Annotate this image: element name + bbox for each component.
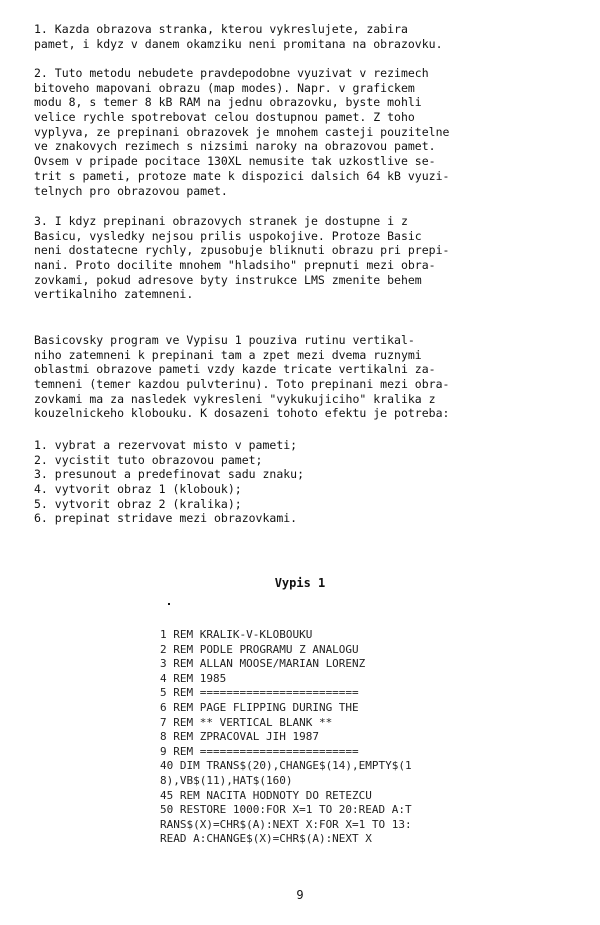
text-line: trit s pameti, protoze mate k dispozici dalsich 64 kB vyuzi- bbox=[34, 168, 450, 183]
text-line: 3. I kdyz prepinani obrazovych stranek je dostupne i z bbox=[34, 214, 408, 228]
list-item: 6. prepinat stridave mezi obrazovkami. bbox=[34, 511, 298, 526]
code-line: 1 REM KRALIK-V-KLOBOUKU bbox=[160, 628, 313, 641]
text-line: velice rychle spotrebovat celou dostupnou pamet. Z toho bbox=[34, 110, 415, 125]
text-line: telnych pro obrazovou pamet. bbox=[34, 183, 228, 198]
text-line: pamet, i kdyz v danem okamziku neni promitana na obrazovku. bbox=[34, 36, 443, 51]
text-line: Ovsem v pripade pocitace 130XL nemusite tak uzkostlive se- bbox=[34, 154, 436, 169]
code-line: 7 REM ** VERTICAL BLANK ** bbox=[160, 715, 333, 729]
code-line: 2 REM PODLE PROGRAMU Z ANALOGU bbox=[160, 642, 359, 656]
listing-title: Vypis 1 bbox=[274, 576, 326, 590]
text-line: ve znakovych rezimech s nizsimi naroky na obrazovou pamet. bbox=[34, 139, 436, 154]
text-line: modu 8, s temer 8 kB RAM na jednu obrazovku, byste mohli bbox=[34, 95, 422, 110]
page-number: 9 bbox=[296, 888, 304, 902]
text-line: zovkami, pokud adresove byty instrukce LMS zmenite behem bbox=[34, 272, 422, 287]
stray-dot bbox=[168, 603, 170, 605]
text-line: vyplyva, ze prepinani obrazovek je mnohem casteji pouzitelne bbox=[34, 124, 450, 139]
text-line: temneni (temer kazdou pulvterinu). Toto prepinani mezi obra- bbox=[34, 377, 450, 392]
basic-listing bbox=[160, 628, 580, 847]
text-line: neni dostatecne rychly, zpusobuje bliknuti obrazu pri prepi- bbox=[34, 243, 450, 258]
list-item: 5. vytvorit obraz 2 (kralika); bbox=[34, 496, 242, 511]
code-line: 5 REM ======================== bbox=[160, 686, 359, 700]
code-line: RANS$(X)=CHR$(A):NEXT X:FOR X=1 TO 13: bbox=[160, 817, 412, 831]
code-line: 4 REM 1985 bbox=[160, 671, 227, 685]
list-item: 1. vybrat a rezervovat misto v pameti; bbox=[34, 438, 298, 452]
list-item: 4. vytvorit obraz 1 (klobouk); bbox=[34, 482, 242, 497]
code-line: 45 REM NACITA HODNOTY DO RETEZCU bbox=[160, 788, 372, 802]
code-line: 6 REM PAGE FLIPPING DURING THE bbox=[160, 700, 359, 714]
numbered-list bbox=[34, 438, 568, 526]
paragraph-1 bbox=[34, 22, 568, 51]
code-line: READ A:CHANGE$(X)=CHR$(A):NEXT X bbox=[160, 832, 372, 846]
text-line: Basicu, vysledky nejsou prilis uspokojive. Protoze Basic bbox=[34, 228, 422, 243]
list-item: 3. presunout a predefinovat sadu znaku; bbox=[34, 467, 305, 482]
code-line: 3 REM ALLAN MOOSE/MARIAN LORENZ bbox=[160, 657, 366, 671]
code-line: 40 DIM TRANS$(20),CHANGE$(14),EMPTY$(1 bbox=[160, 759, 412, 773]
text-line: Basicovsky program ve Vypisu 1 pouziva rutinu vertikal- bbox=[34, 333, 415, 347]
paragraph-3 bbox=[34, 214, 568, 302]
code-line: 9 REM ======================== bbox=[160, 744, 359, 758]
text-line: niho zatemneni k prepinani tam a zpet mezi dvema ruznymi bbox=[34, 347, 422, 362]
text-line: zovkami ma za nasledek vykresleni "vykukujiciho" kralika z bbox=[34, 391, 436, 406]
paragraph-2 bbox=[34, 66, 568, 198]
text-line: vertikalniho zatemneni. bbox=[34, 287, 194, 302]
code-line: 8),VB$(11),HAT$(160) bbox=[160, 773, 293, 787]
text-line: kouzelnickeho klobouku. K dosazeni tohoto efektu je potreba: bbox=[34, 406, 450, 421]
paragraph-4 bbox=[34, 333, 568, 421]
list-item: 2. vycistit tuto obrazovou pamet; bbox=[34, 452, 263, 467]
code-line: 8 REM ZPRACOVAL JIH 1987 bbox=[160, 730, 319, 744]
text-line: 1. Kazda obrazova stranka, kterou vykreslujete, zabira bbox=[34, 22, 408, 36]
code-line: 50 RESTORE 1000:FOR X=1 TO 20:READ A:T bbox=[160, 803, 412, 817]
text-line: nani. Proto docilite mnohem "hladsiho" prepnuti mezi obra- bbox=[34, 258, 436, 273]
text-line: 2. Tuto metodu nebudete pravdepodobne vyuzivat v rezimech bbox=[34, 66, 429, 80]
text-line: oblastmi obrazove pameti vzdy kazde tricate vertikalni za- bbox=[34, 362, 436, 377]
text-line: bitoveho mapovani obrazu (map modes). Napr. v grafickem bbox=[34, 80, 415, 95]
